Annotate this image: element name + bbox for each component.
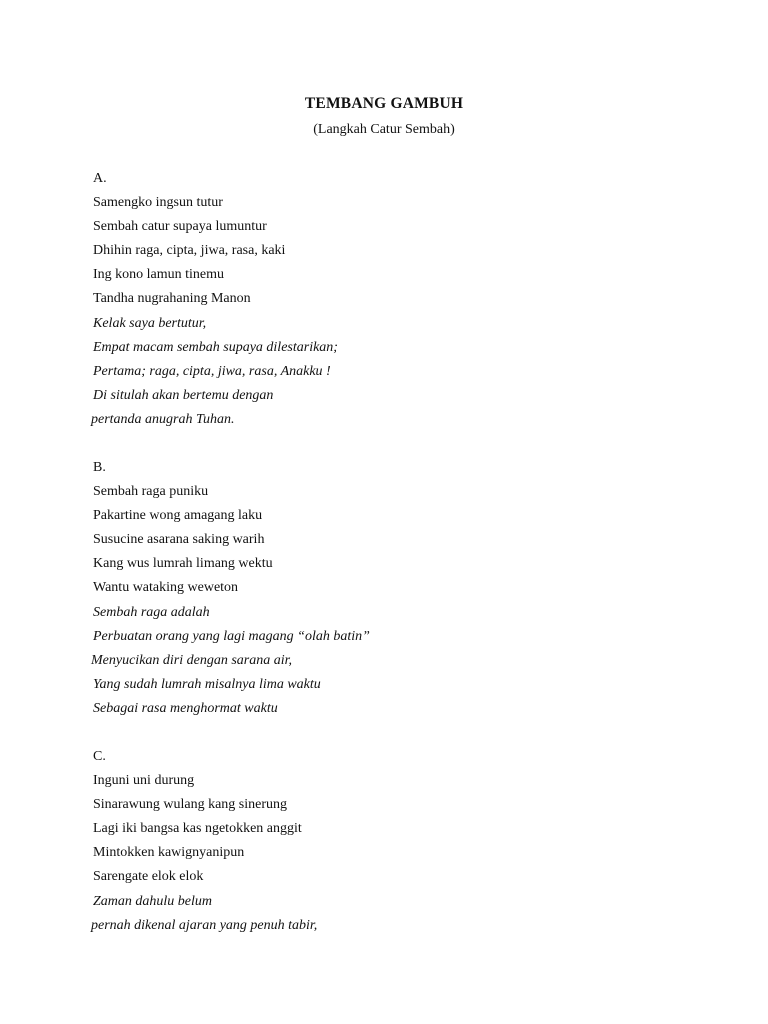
verse-line: Sembah catur supaya lumuntur [93,219,267,235]
translation-line: Menyucikan diri dengan sarana air, [91,652,293,668]
translation-line: Empat macam sembah supaya dilestarikan; [93,339,338,355]
verse-line: Ing kono lamun tinemu [93,267,225,283]
verse-line: Mintokken kawignyanipun [93,845,245,861]
stanza-label: A. [93,171,107,186]
document-subtitle: (Langkah Catur Sembah) [313,122,455,137]
stanza-b [93,456,693,721]
translation-line: Yang sudah lumrah misalnya lima waktu [93,676,321,692]
translation-line: pertanda anugrah Tuhan. [91,411,235,427]
document-title: TEMBANG GAMBUH [304,95,464,112]
stanza-c [93,745,693,938]
verse-line: Pakartine wong amagang laku [93,508,263,524]
translation-line: Perbuatan orang yang lagi magang “olah batin” [93,628,370,644]
verse-line: Sembah raga puniku [93,484,209,500]
translation-line: Sembah raga adalah [93,604,210,620]
translation-line: Zaman dahulu belum [93,893,212,909]
verse-line: Dhihin raga, cipta, jiwa, rasa, kaki [93,243,286,259]
verse-line: Sinarawung wulang kang sinerung [93,797,288,813]
verse-line: Tandha nugrahaning Manon [93,291,251,307]
translation-line: pernah dikenal ajaran yang penuh tabir, [91,917,318,933]
translation-line: Pertama; raga, cipta, jiwa, rasa, Anakku ! [93,363,331,379]
stanza-a [93,167,693,432]
verse-line: Susucine asarana saking warih [93,532,265,548]
verse-line: Samengko ingsun tutur [93,195,223,211]
translation-line: Sebagai rasa menghormat waktu [93,700,278,716]
verse-line: Inguni uni durung [93,773,195,789]
verse-line: Lagi iki bangsa kas ngetokken anggit [93,821,302,837]
stanza-label: C. [93,749,106,764]
verse-line: Wantu wataking weweton [93,580,239,596]
translation-line: Kelak saya bertutur, [93,315,207,331]
translation-line: Di situlah akan bertemu dengan [93,387,274,403]
verse-line: Kang wus lumrah limang wektu [93,556,273,572]
stanza-label: B. [93,460,106,475]
verse-line: Sarengate elok elok [93,869,204,885]
